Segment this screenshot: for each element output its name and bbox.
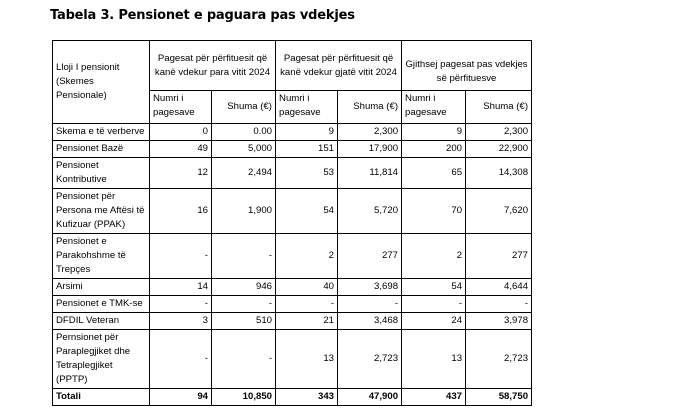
table-row xyxy=(53,279,532,296)
pension-type-cell: Pensionet Kontributive xyxy=(53,158,150,189)
pension-type-cell: Pensionet e Parakohshme të Trepçes xyxy=(53,234,150,279)
group-header-during-2024: Pagesat për përfituesit që kanë vdekur gjatë vitit 2024 xyxy=(276,41,402,91)
amount-during-2024-cell: 11,814 xyxy=(338,158,402,189)
group-header-before-2024: Pagesat për përfituesit që kanë vdekur para vitit 2024 xyxy=(150,41,276,91)
amount-total-cell: 277 xyxy=(466,234,532,279)
amount-header: Shuma (€) xyxy=(338,91,402,124)
amount-header: Shuma (€) xyxy=(466,91,532,124)
amount-total-cell: 3,978 xyxy=(466,313,532,330)
count-before-2024-cell: - xyxy=(150,234,212,279)
amount-total-cell: 58,750 xyxy=(466,389,532,406)
amount-during-2024-cell: 2,300 xyxy=(338,124,402,141)
count-total-cell: 13 xyxy=(402,330,466,389)
count-during-2024-cell: 21 xyxy=(276,313,338,330)
amount-before-2024-cell: 5,000 xyxy=(212,141,276,158)
table-row xyxy=(53,313,532,330)
count-header: Numri i pagesave xyxy=(402,91,466,124)
table-row xyxy=(53,296,532,313)
count-during-2024-cell: 9 xyxy=(276,124,338,141)
total-row xyxy=(53,389,532,406)
amount-during-2024-cell: 5,720 xyxy=(338,189,402,234)
pension-table xyxy=(52,40,532,406)
table-row xyxy=(53,234,532,279)
count-total-cell: 24 xyxy=(402,313,466,330)
table-row xyxy=(53,124,532,141)
pension-type-cell: Pensionet e TMK-se xyxy=(53,296,150,313)
amount-before-2024-cell: 1,900 xyxy=(212,189,276,234)
count-during-2024-cell: 54 xyxy=(276,189,338,234)
pension-type-cell: Skema e të verberve xyxy=(53,124,150,141)
count-before-2024-cell: 0 xyxy=(150,124,212,141)
table-row xyxy=(53,158,532,189)
count-before-2024-cell: - xyxy=(150,330,212,389)
page-title: Tabela 3. Pensionet e paguara pas vdekjes xyxy=(50,8,355,23)
pension-type-cell: Pensionet Bazë xyxy=(53,141,150,158)
amount-during-2024-cell: 3,468 xyxy=(338,313,402,330)
amount-before-2024-cell: 510 xyxy=(212,313,276,330)
amount-before-2024-cell: 10,850 xyxy=(212,389,276,406)
count-during-2024-cell: 40 xyxy=(276,279,338,296)
table-row xyxy=(53,141,532,158)
amount-before-2024-cell: - xyxy=(212,296,276,313)
pension-type-cell: Arsimi xyxy=(53,279,150,296)
amount-during-2024-cell: 2,723 xyxy=(338,330,402,389)
amount-before-2024-cell: - xyxy=(212,234,276,279)
pension-type-cell: Pensionet për Persona me Aftësi të Kufizuar (PPAK) xyxy=(53,189,150,234)
count-header: Numri i pagesave xyxy=(276,91,338,124)
total-label: Totali xyxy=(53,389,150,406)
count-during-2024-cell: 2 xyxy=(276,234,338,279)
count-before-2024-cell: 3 xyxy=(150,313,212,330)
pension-type-cell: Pernsionet për Paraplegjiket dhe Tetraplegjiket (PPTP) xyxy=(53,330,150,389)
amount-total-cell: 22,900 xyxy=(466,141,532,158)
amount-header: Shuma (€) xyxy=(212,91,276,124)
count-during-2024-cell: 151 xyxy=(276,141,338,158)
count-before-2024-cell: 14 xyxy=(150,279,212,296)
count-before-2024-cell: 16 xyxy=(150,189,212,234)
amount-total-cell: 2,300 xyxy=(466,124,532,141)
count-before-2024-cell: 49 xyxy=(150,141,212,158)
group-header-total: Gjithsej pagesat pas vdekjes së përfituesve xyxy=(402,41,532,91)
table-body xyxy=(53,124,532,406)
count-before-2024-cell: 12 xyxy=(150,158,212,189)
count-before-2024-cell: 94 xyxy=(150,389,212,406)
amount-during-2024-cell: 277 xyxy=(338,234,402,279)
count-during-2024-cell: - xyxy=(276,296,338,313)
amount-during-2024-cell: 47,900 xyxy=(338,389,402,406)
pension-type-cell: DFDIL Veteran xyxy=(53,313,150,330)
amount-during-2024-cell: 17,900 xyxy=(338,141,402,158)
count-during-2024-cell: 13 xyxy=(276,330,338,389)
amount-total-cell: - xyxy=(466,296,532,313)
amount-during-2024-cell: 3,698 xyxy=(338,279,402,296)
count-total-cell: - xyxy=(402,296,466,313)
count-total-cell: 437 xyxy=(402,389,466,406)
amount-total-cell: 2,723 xyxy=(466,330,532,389)
amount-before-2024-cell: - xyxy=(212,330,276,389)
count-during-2024-cell: 343 xyxy=(276,389,338,406)
count-total-cell: 9 xyxy=(402,124,466,141)
amount-before-2024-cell: 2,494 xyxy=(212,158,276,189)
amount-before-2024-cell: 0.00 xyxy=(212,124,276,141)
amount-during-2024-cell: - xyxy=(338,296,402,313)
count-total-cell: 54 xyxy=(402,279,466,296)
count-during-2024-cell: 53 xyxy=(276,158,338,189)
table-row xyxy=(53,330,532,389)
amount-total-cell: 14,308 xyxy=(466,158,532,189)
count-total-cell: 2 xyxy=(402,234,466,279)
count-header: Numri i pagesave xyxy=(150,91,212,124)
count-before-2024-cell: - xyxy=(150,296,212,313)
amount-total-cell: 4,644 xyxy=(466,279,532,296)
count-total-cell: 65 xyxy=(402,158,466,189)
amount-before-2024-cell: 946 xyxy=(212,279,276,296)
header-row-groups xyxy=(53,41,532,91)
pension-type-header: Lloji I pensionit (Skemes Pensionale) xyxy=(53,41,150,124)
count-total-cell: 200 xyxy=(402,141,466,158)
count-total-cell: 70 xyxy=(402,189,466,234)
table-row xyxy=(53,189,532,234)
amount-total-cell: 7,620 xyxy=(466,189,532,234)
